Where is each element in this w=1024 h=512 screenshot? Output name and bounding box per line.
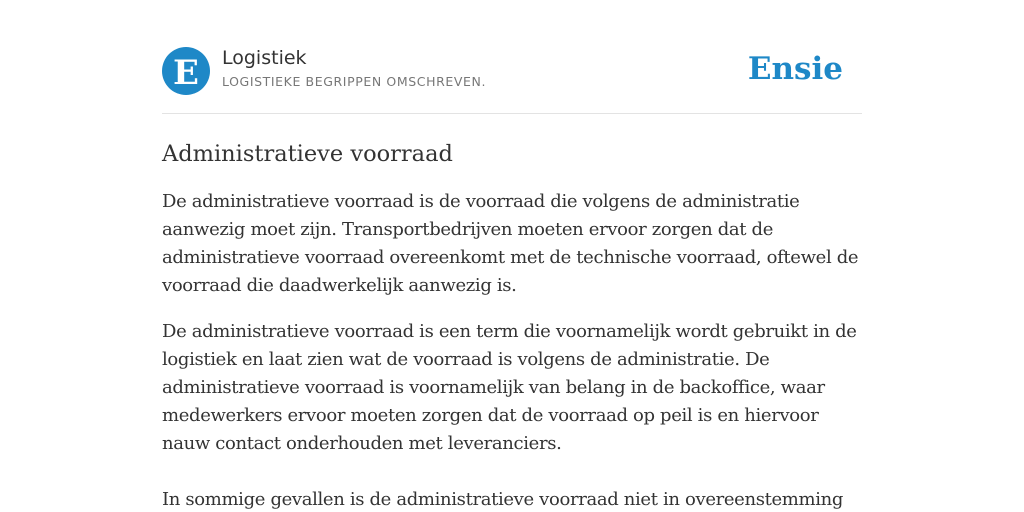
logo-letter: E bbox=[173, 53, 199, 93]
page bbox=[162, 0, 862, 512]
site-subtitle: LOGISTIEKE BEGRIPPEN OMSCHREVEN. bbox=[222, 74, 487, 89]
article-paragraph: De administratieve voorraad is de voorraad die volgens de administratie aanwezig moet zijn. Transportbedrijven moeten ervoor zorgen dat de administratieve voorraad overeenkomt met de technische voorraad, oftewel de voorraad die daadwerkelijk aanwezig is. bbox=[162, 191, 859, 296]
logo-e-icon bbox=[162, 47, 210, 95]
article-paragraph: De administratieve voorraad is een term die voornamelijk wordt gebruikt in de logistiek en laat zien wat de voorraad is volgens de administratie. De administratieve voorraad is voornamelijk van belang in de backoffice, waar medewerkers ervoor moeten zorgen dat de voorraad op peil is en hiervoor nauw contact onderhouden met leveranciers. bbox=[162, 321, 857, 454]
brand-logo-link[interactable]: Ensie bbox=[747, 51, 843, 87]
site-header bbox=[162, 47, 862, 114]
article-paragraph: In sommige gevallen is de administratieve voorraad niet in overeenstemming bbox=[162, 489, 844, 510]
article-title: Administratieve voorraad bbox=[162, 141, 453, 167]
site-logo[interactable] bbox=[162, 47, 210, 95]
site-title[interactable]: Logistiek bbox=[222, 47, 307, 69]
